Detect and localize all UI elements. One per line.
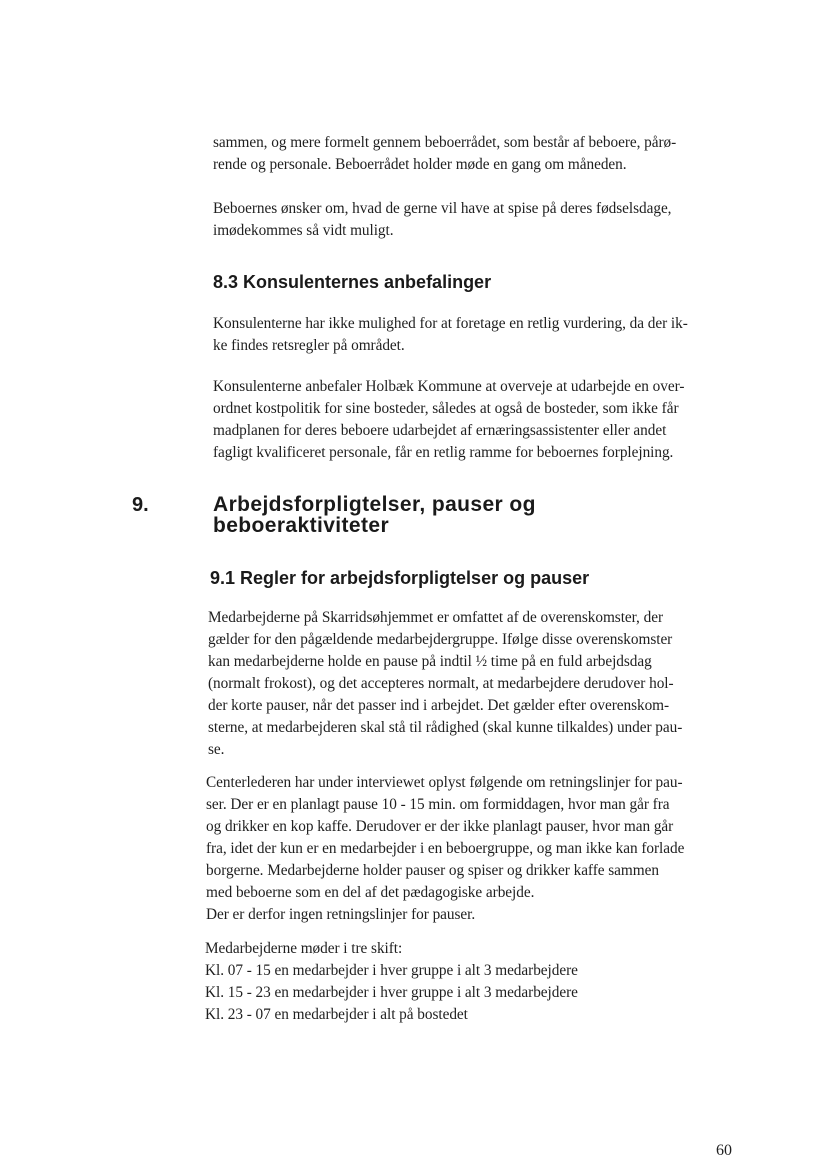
text-line: (normalt frokost), og det accepteres normalt, at medarbejdere derudover hol- [208, 675, 674, 692]
text-line: Der er derfor ingen retningslinjer for pauser. [206, 906, 476, 923]
text-line: og drikker en kop kaffe. Derudover er der ikke planlagt pauser, hvor man går [206, 818, 674, 835]
text-line: fra, idet der kun er en medarbejder i en beboergruppe, og man ikke kan forlade [206, 840, 685, 857]
text-line: Beboernes ønsker om, hvad de gerne vil have at spise på deres fødselsdage, [213, 200, 672, 217]
text-line: rende og personale. Beboerrådet holder møde en gang om måneden. [213, 156, 627, 173]
text-line: Konsulenterne anbefaler Holbæk Kommune at overveje at udarbejde en over- [213, 378, 685, 395]
text-line: ordnet kostpolitik for sine bosteder, således at også de bosteder, som ikke får [213, 400, 679, 417]
paragraph-anbefaling [213, 376, 684, 464]
text-line: Medarbejderne på Skarridsøhjemmet er omfattet af de overenskomster, der [208, 609, 663, 626]
text-line: Medarbejderne møder i tre skift: [205, 940, 403, 957]
text-line: imødekommes så vidt muligt. [213, 222, 394, 239]
paragraph-centerleder [206, 772, 684, 926]
heading-line: beboeraktiviteter [213, 514, 390, 537]
text-line: Konsulenterne har ikke mulighed for at foretage en retlig vurdering, da der ik- [213, 315, 688, 332]
heading-line: Arbejdsforpligtelser, pauser og [213, 493, 536, 516]
section-heading-8-3: 8.3 Konsulenternes anbefalinger [213, 272, 492, 292]
text-line: sammen, og mere formelt gennem beboerrådet, som består af beboere, pårø- [213, 134, 677, 151]
text-line: ke findes retsregler på området. [213, 337, 405, 354]
text-line: Kl. 23 - 07 en medarbejder i alt på bostedet [205, 1006, 468, 1023]
paragraph-beboerraad [213, 132, 676, 176]
chapter-heading-9 [213, 494, 536, 536]
text-line: se. [208, 741, 225, 758]
text-line: ser. Der er en planlagt pause 10 - 15 min. om formiddagen, hvor man går fra [206, 796, 670, 813]
text-line: Kl. 15 - 23 en medarbejder i hver gruppe i alt 3 medarbejdere [205, 984, 578, 1001]
page-number: 60 [716, 1142, 732, 1159]
paragraph-skift [205, 938, 578, 1026]
text-line: kan medarbejderne holde en pause på indtil ½ time på en fuld arbejdsdag [208, 653, 652, 670]
chapter-number: 9. [132, 494, 149, 516]
text-line: Kl. 07 - 15 en medarbejder i hver gruppe i alt 3 medarbejdere [205, 962, 578, 979]
text-line: der korte pauser, når det passer ind i arbejdet. Det gælder efter overenskom- [208, 697, 670, 714]
text-line: sterne, at medarbejderen skal stå til rådighed (skal kunne tilkaldes) under pau- [208, 719, 683, 736]
text-line: borgerne. Medarbejderne holder pauser og spiser og drikker kaffe sammen [206, 862, 659, 879]
paragraph-overenskomster [208, 607, 682, 761]
text-line: fagligt kvalificeret personale, får en retlig ramme for beboernes forplejning. [213, 444, 674, 461]
paragraph-retlig-vurdering [213, 313, 688, 357]
paragraph-foedselsdage [213, 198, 671, 242]
text-line: gælder for den pågældende medarbejdergruppe. Ifølge disse overenskomster [208, 631, 673, 648]
text-line: Centerlederen har under interviewet oplyst følgende om retningslinjer for pau- [206, 774, 683, 791]
text-line: med beboerne som en del af det pædagogiske arbejde. [206, 884, 535, 901]
section-heading-9-1: 9.1 Regler for arbejdsforpligtelser og pauser [210, 568, 590, 588]
text-line: madplanen for deres beboere udarbejdet af ernæringsassistenter eller andet [213, 422, 667, 439]
